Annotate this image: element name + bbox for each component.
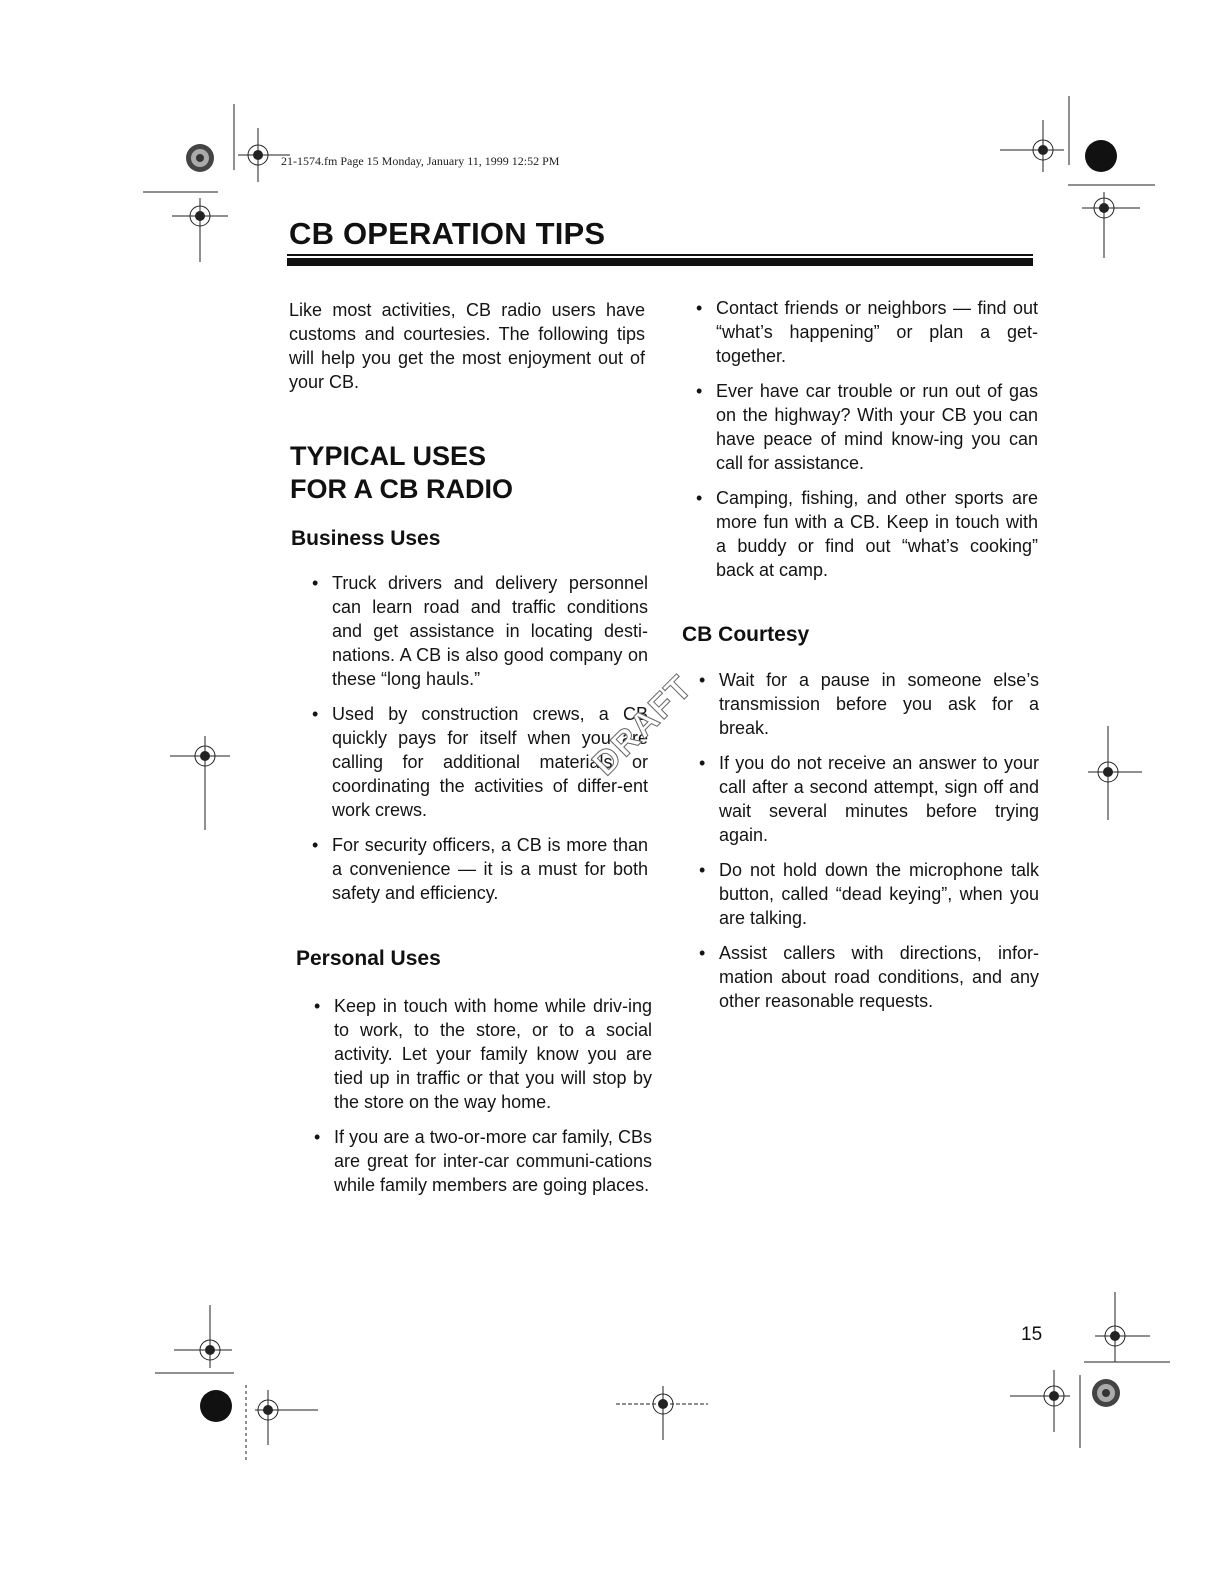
personal-uses-list — [312, 994, 652, 1208]
bullet: • — [696, 488, 703, 508]
crosshair-icon — [1088, 726, 1142, 820]
bullet: • — [312, 573, 319, 593]
list-item: • If you are a two-or-more car family, CBs are great for inter-car communi-cations while family members are going places. — [314, 1127, 652, 1195]
page-number: 15 — [1021, 1324, 1043, 1345]
bullet: • — [696, 381, 703, 401]
crosshair-icon — [172, 198, 228, 262]
color-bar-icon — [1092, 1379, 1120, 1407]
intro-paragraph: Like most activities, CB radio users have customs and courtesies. The following tips will help you get the most enjoyment out of your CB. — [289, 300, 645, 392]
list-item: • Truck drivers and delivery personnel can learn road and traffic conditions and get assistance in locating desti-nations. A CB is also good company on these “long hauls.” — [312, 573, 648, 689]
list-item: • Contact friends or neighbors — find out “what’s happening” or plan a get-together. — [696, 298, 1038, 366]
draft-watermark: DRAFT — [585, 667, 701, 783]
cb-courtesy-heading: CB Courtesy — [682, 623, 810, 646]
bullet: • — [314, 996, 321, 1016]
page-title: CB OPERATION TIPS — [289, 216, 606, 251]
personal-uses-heading: Personal Uses — [296, 947, 441, 970]
crosshair-icon — [170, 736, 230, 830]
list-item: • Used by construction crews, a CB quickly pays for itself when you are calling for additional materials or coordinating the activities of differ-ent work crews. — [312, 704, 648, 820]
list-item: • Do not hold down the microphone talk button, called “dead keying”, when you are talking. — [699, 860, 1039, 928]
crosshair-icon — [174, 1305, 232, 1368]
bullet: • — [312, 835, 319, 855]
title-rule-thick — [287, 258, 1033, 266]
bullet: • — [699, 943, 706, 963]
bullet: • — [696, 298, 703, 318]
list-item: • Keep in touch with home while driv-ing to work, to the store, or to a social activity. Let your family know you are tied up in traffic or that you will stop by the store on the way home. — [314, 996, 652, 1112]
list-item: • If you do not receive an answer to your call after a second attempt, sign off and wait several minutes before trying again. — [699, 753, 1039, 845]
solid-dot-icon — [1085, 140, 1117, 172]
list-item: • Wait for a pause in someone else’s transmission before you ask for a break. — [699, 670, 1039, 738]
file-slug: 21-1574.fm Page 15 Monday, January 11, 1999 12:52 PM — [281, 154, 560, 168]
list-item: • Camping, fishing, and other sports are more fun with a CB. Keep in touch with a buddy or find out “what’s cooking” back at camp. — [696, 488, 1038, 580]
business-uses-heading: Business Uses — [291, 527, 441, 550]
bullet: • — [314, 1127, 321, 1147]
crosshair-icon — [1010, 1370, 1070, 1432]
cb-courtesy-list — [697, 668, 1039, 1024]
crosshair-icon — [1000, 120, 1064, 172]
personal-uses-list-continued — [694, 296, 1038, 593]
list-item: • Assist callers with directions, infor-mation about road conditions, and any other reasonable requests. — [699, 943, 1039, 1011]
solid-dot-icon — [200, 1390, 232, 1422]
list-item: • For security officers, a CB is more than a convenience — it is a must for both safety and efficiency. — [312, 835, 648, 903]
bullet: • — [699, 670, 706, 690]
list-item: • Ever have car trouble or run out of gas on the highway? With your CB you can have peace of mind know-ing you can call for assistance. — [696, 381, 1038, 473]
crosshair-icon — [1082, 192, 1140, 258]
section-heading-line2: FOR A CB RADIO — [290, 474, 513, 504]
title-rule — [287, 254, 1033, 256]
bullet: • — [699, 753, 706, 773]
bullet: • — [312, 704, 319, 724]
bullet: • — [699, 860, 706, 880]
crosshair-icon — [1095, 1292, 1150, 1362]
color-bar-icon — [186, 144, 214, 172]
crosshair-icon — [255, 1390, 318, 1445]
section-heading-line1: TYPICAL USES — [290, 441, 487, 471]
crosshair-icon — [616, 1386, 708, 1440]
